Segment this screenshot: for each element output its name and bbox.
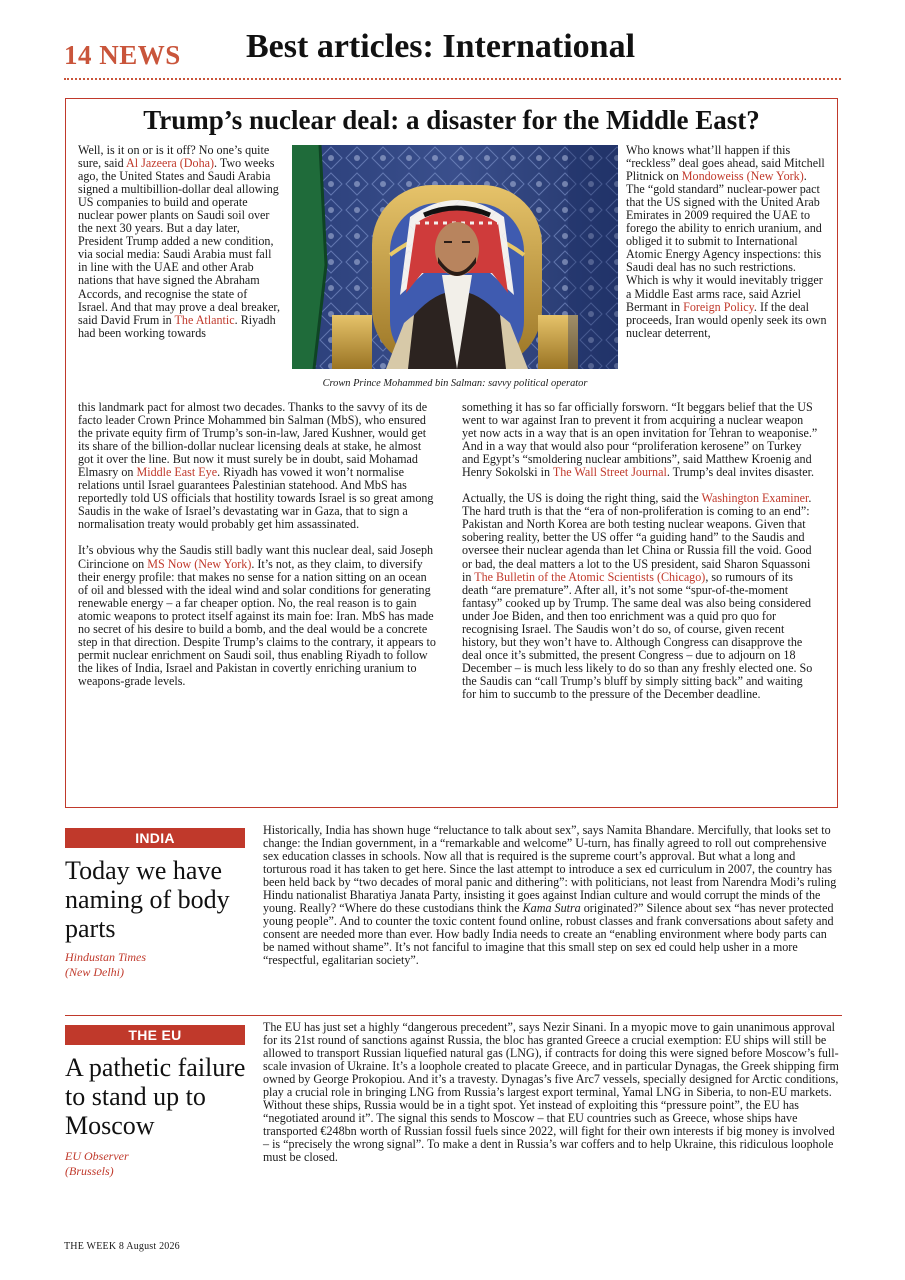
feature-column-2: Who knows what’ll happen if this “reckless” deal goes ahead, said Mitchell Plitnick on Mondoweiss (New York). The “gold standard” nuclear-power pact that the US signed with the United Arab Emirates in 2009 required the UAE to forego the ability to enrich uranium, and obliged it to submit to International Atomic Energy Agency inspections: this Saudi deal has no such restrictions. Which is why it would inevitably trigger a Middle East arms race, said Azriel Bermant in Foreign Policy. If the deal proceeds, Iran would openly seek its own nuclear deterrent, xyxy=(626,143,827,340)
article-source: EU Observer (Brussels) xyxy=(65,1149,129,1178)
article-body: The EU has just set a highly “dangerous precedent”, says Nezir Sinani. In a myopic move to gain unanimous approval for its 21st round of sanctions against Russia, the bloc has granted Greece a crucial exemption: EU ships will still be allowed to transport Russian liquefied natural gas (LNG), if contracts for doing this were signed before Moscow’s full-scale invasion of Ukraine. It’s a loophole created to placate Greece, and in particular Dynagas, the Greek shipping firm owned by George Prokopiou. And it’s a travesty. Dynagas’s five Arc7 vessels, specially designed for Arctic conditions, play a crucial role in bringing LNG from Russia’s largest export terminal, Yamal LNG in Siberia, to non-EU markets. Without these ships, Russia would be in a tight spot. Yet instead of exploiting this “pressure point”, the EU has “negotiated around it”. The signal this sends to Moscow – that EU countries such as Greece, whose ships have transported €248bn worth of Russian fossil fuels since 2022, will fight for their own interests if big money is involved – is “precisely the wrong signal”. To make a dent in Russia’s war coffers and to help Ukraine, this ridiculous loophole must be closed. xyxy=(263,1020,839,1165)
article-headline: Today we have naming of body parts xyxy=(65,856,230,943)
article-headline: A pathetic failure to stand up to Moscow xyxy=(65,1053,246,1140)
section-divider xyxy=(65,1015,842,1016)
source-link[interactable]: Washington Examiner xyxy=(701,491,809,506)
photo-caption: Crown Prince Mohammed bin Salman: savvy political operator xyxy=(322,378,588,389)
source-link[interactable]: Middle East Eye xyxy=(136,465,218,480)
header-divider xyxy=(64,78,841,80)
page-footer: THE WEEK 8 August 2026 xyxy=(64,1241,180,1252)
page-title: Best articles: International xyxy=(246,28,636,65)
article-body: Historically, India has shown huge “reluctance to talk about sex”, says Namita Bhandare. Mercifully, that looks set to change: the Indian government, in a “remarkable and welcome” U-turn, has finally agreed to roll out comprehensive sex education classes in schools. Now all that is required is the supreme court’s approval. But what a long and torturous road it has taken to get here. Since the last attempt to introduce a sex ed curriculum in 2007, the country has been held back by “two decades of moral panic and dithering”: with politicians, not least from Narendra Modi’s ruling Hindu nationalist Bharatiya Janata Party, insisting it goes against Indian culture and would corrupt the minds of the young. Really? “Where do these custodians think the Kama Sutra originated?” Silence about sex “has never protected young people”. And to counter the toxic content found online, robust classes and frank conversations about safety and consent are needed more than ever. How badly India needs to create an “enabling environment where body parts can be named without shame”. It’s not fanciful to imagine that this small step on sex ed could help usher in a more “respectful, egalitarian society”. xyxy=(263,823,837,968)
crown-prince-photo xyxy=(292,145,618,369)
source-link[interactable]: The Wall Street Journal xyxy=(552,465,667,480)
feature-column-1-lower: this landmark pact for almost two decades. Thanks to the savvy of its de facto leader Crown Prince Mohammed bin Salman (MbS), who ensured the private equity firm of Trump’s son-in-law, Jared Kushner, would get its share of the billion-dollar nuclear licensing deals at stake, he almost got it over the line. But now it must surely be in doubt, said Mohamad Elmasry on Middle East Eye. Riyadh has vowed it won’t normalise relations until Israel guarantees Palestinian statehood. And MbS has reportedly told US officials that hostility towards Israel is so great among Saudis in the wake of Israel’s devastating war in Gaza, that to sign a normalisation treaty would probably get him assassinated. It’s obvious why the Saudis still badly want this nuclear deal, said Joseph Cirincione on MS Now (New York). It’s not, as they claim, to diversify their energy profile: that makes no sense for a nation sitting on an ocean of oil and blessed with the ideal wind and solar conditions for generating renewable energy – a far cheaper option. No, the real reason is to gain atomic weapons to protect itself against its main foe: Iran. MbS has made no secret of his desire to build a bomb, and the deal would be a concrete step in that direction. Despite Trump’s claims to the contrary, it appears to permit nuclear enrichment on Saudi soil, thus enabling Riyadh to follow the likes of India, Israel and Pakistan in covertly enriching uranium to weapons-grade levels. xyxy=(78,400,436,688)
source-link[interactable]: Al Jazeera (Doha) xyxy=(126,156,215,171)
source-link[interactable]: The Bulletin of the Atomic Scientists (Chicago) xyxy=(474,569,706,584)
source-link[interactable]: Foreign Policy xyxy=(683,299,754,314)
source-link[interactable]: MS Now (New York) xyxy=(147,556,252,571)
country-label: THE EU xyxy=(65,1025,245,1045)
source-link[interactable]: The Atlantic xyxy=(174,312,235,327)
feature-column-1: Well, is it on or is it off? No one’s quite sure, said Al Jazeera (Doha). Two weeks ago, the United States and Saudi Arabia signed a multibillion-dollar deal allowing US companies to build and operate nuclear power plants on Saudi soil over the next 30 years. But a day later, President Trump added a new condition, via social media: Saudi Arabia must fall in line with the UAE and other Arab nations that have signed the Abraham Accords, and recognise the state of Israel. And that may prove a deal breaker, said David Frum in The Atlantic. Riyadh had been working towards xyxy=(78,143,280,340)
article-source: Hindustan Times (New Delhi) xyxy=(65,950,147,979)
feature-headline: Trump’s nuclear deal: a disaster for the Middle East? xyxy=(143,105,760,135)
india-article xyxy=(65,823,842,1010)
country-label: INDIA xyxy=(65,828,245,848)
section-number: 14 NEWS xyxy=(64,40,181,70)
feature-article-box xyxy=(65,98,838,808)
eu-article xyxy=(65,1020,842,1215)
source-link[interactable]: Mondoweiss (New York) xyxy=(681,169,804,184)
feature-column-2-lower: something it has so far officially forsworn. “It beggars belief that the US went to war against Iran to prevent it from acquiring a nuclear weapon yet now acts in a way that is an open invitation for Tehran to weaponise.” And in a way that would also pour “proliferation kerosene” on Turkey and Egypt’s “smoldering nuclear ambitions”, said Matthew Kroenig and Henry Sokolski in The Wall Street Journal. Trump’s deal invites disaster. Actually, the US is doing the right thing, said the Washington Examiner. The hard truth is that the “era of non-proliferation is coming to an end”: Pakistan and North Korea are both testing nuclear weapons. Given that sobering reality, better the US offer “a guiding hand” to the Saudis and oversee their nuclear agenda than let China or Russia fill the void. Good or bad, the deal matters a lot to the US president, said Sharon Squassoni in The Bulletin of the Atomic Scientists (Chicago), so rumours of its death “are premature”. After all, it’s not some “spur-of-the-moment fantasy” cooked up by Trump. The same deal was also being considered under Joe Biden, and then too enrichment was a quid pro quo for recognising Israel. The Saudis won’t do so, of course, given recent history, but they won’t have to. Although Congress can disapprove the deal once it’s submitted, the present Congress – due to adjourn on 18 December – is much less likely to do so than any freshly elected one. So the Saudis can “call Trump’s bluff by simply sitting back” and waiting for him to succumb to the pressure of the December deadline. xyxy=(462,400,818,701)
